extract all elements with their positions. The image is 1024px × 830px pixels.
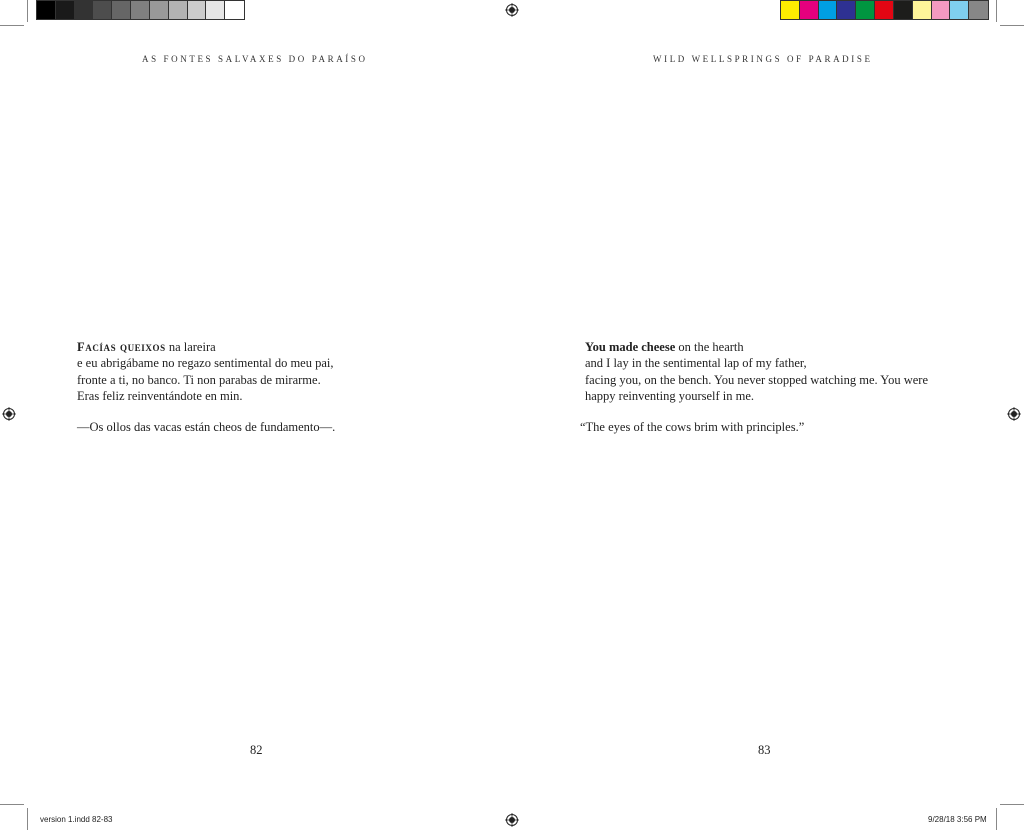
running-head-right: WILD WELLSPRINGS OF PARADISE bbox=[653, 54, 873, 64]
slug-timestamp: 9/28/18 3:56 PM bbox=[928, 815, 987, 824]
registration-mark-icon bbox=[505, 813, 519, 827]
color-swatch bbox=[75, 1, 94, 19]
color-swatch bbox=[169, 1, 188, 19]
running-head-left: AS FONTES SALVAXES DO PARAÍSO bbox=[142, 54, 368, 64]
poem-line-rest: na lareira bbox=[165, 340, 216, 354]
poem-line: facing you, on the bench. You never stopped watching me. You were bbox=[585, 372, 928, 387]
color-swatch bbox=[37, 1, 56, 19]
poem-lead-in: You made cheese bbox=[585, 340, 676, 354]
crop-mark bbox=[996, 0, 997, 22]
color-swatch bbox=[93, 1, 112, 19]
color-swatch bbox=[875, 1, 894, 19]
grayscale-color-bar bbox=[36, 0, 245, 20]
poem-right bbox=[585, 339, 928, 404]
poem-line: fronte a ti, no banco. Ti non parabas de mirarme. bbox=[77, 372, 321, 387]
color-swatch bbox=[150, 1, 169, 19]
color-swatch bbox=[131, 1, 150, 19]
crop-mark bbox=[996, 808, 997, 830]
poem-line-rest: on the hearth bbox=[675, 340, 744, 354]
color-swatch bbox=[56, 1, 75, 19]
slug-file-info: version 1.indd 82-83 bbox=[40, 815, 113, 824]
color-swatch bbox=[894, 1, 913, 19]
page-number-right: 83 bbox=[758, 743, 771, 757]
poem-left bbox=[77, 339, 334, 404]
poem-line bbox=[585, 339, 928, 355]
crop-mark bbox=[0, 804, 24, 805]
color-swatch bbox=[206, 1, 225, 19]
crop-mark bbox=[0, 25, 24, 26]
poem-quote-right: “The eyes of the cows brim with principles.” bbox=[580, 420, 805, 434]
crop-mark bbox=[1000, 25, 1024, 26]
color-swatch bbox=[969, 1, 988, 19]
poem-line: happy reinventing yourself in me. bbox=[585, 388, 755, 403]
crop-mark bbox=[27, 808, 28, 830]
crop-mark bbox=[1000, 804, 1024, 805]
registration-mark-icon bbox=[505, 3, 519, 17]
poem-line bbox=[77, 339, 334, 355]
poem-line: Eras feliz reinventándote en min. bbox=[77, 388, 243, 403]
color-swatch bbox=[800, 1, 819, 19]
poem-lead-in: Facías queixos bbox=[77, 340, 166, 354]
process-color-bar bbox=[780, 0, 989, 20]
color-swatch bbox=[837, 1, 856, 19]
registration-mark-icon bbox=[2, 407, 16, 421]
color-swatch bbox=[225, 1, 244, 19]
color-swatch bbox=[950, 1, 969, 19]
color-swatch bbox=[781, 1, 800, 19]
color-swatch bbox=[188, 1, 207, 19]
color-swatch bbox=[913, 1, 932, 19]
color-swatch bbox=[819, 1, 838, 19]
registration-mark-icon bbox=[1007, 407, 1021, 421]
poem-quote-left: —Os ollos das vacas están cheos de fundamento—. bbox=[77, 420, 336, 434]
poem-line: e eu abrigábame no regazo sentimental do meu pai, bbox=[77, 356, 334, 371]
poem-line: and I lay in the sentimental lap of my father, bbox=[585, 356, 807, 371]
color-swatch bbox=[112, 1, 131, 19]
page-number-left: 82 bbox=[250, 743, 263, 757]
crop-mark bbox=[27, 0, 28, 22]
color-swatch bbox=[932, 1, 951, 19]
color-swatch bbox=[856, 1, 875, 19]
